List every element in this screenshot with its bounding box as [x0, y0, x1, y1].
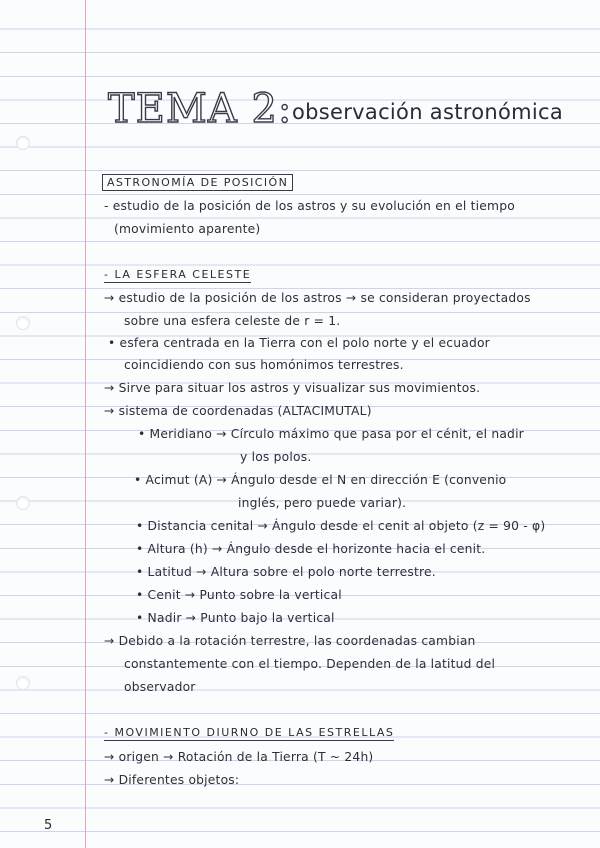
list-item: • Altura (h) → Ángulo desde el horizonte hacia el cenit.	[136, 542, 486, 556]
text-line: → Debido a la rotación terrestre, las coordenadas cambian	[104, 634, 476, 648]
margin-line	[85, 0, 86, 848]
list-item: • Latitud → Altura sobre el polo norte terrestre.	[136, 565, 436, 579]
text-line: • esfera centrada en la Tierra con el polo norte y el ecuador	[108, 336, 490, 350]
text-line: (movimiento aparente)	[114, 222, 261, 236]
text-line: → Sirve para situar los astros y visualizar sus movimientos.	[104, 381, 481, 395]
list-item: • Meridiano → Círculo máximo que pasa por el cénit, el nadir	[138, 427, 524, 441]
binder-hole	[16, 496, 30, 510]
text-line: constantemente con el tiempo. Dependen de la latitud del	[124, 657, 496, 671]
list-item: • Nadir → Punto bajo la vertical	[136, 611, 335, 625]
text-line: - estudio de la posición de los astros y su evolución en el tiempo	[104, 199, 515, 213]
section-heading-astronomia-posicion: ASTRONOMÍA DE POSICIÓN	[102, 174, 293, 191]
binder-hole	[16, 676, 30, 690]
list-item: y los polos.	[240, 450, 312, 464]
section-heading-esfera-celeste: - LA ESFERA CELESTE	[104, 268, 252, 281]
text-line: sobre una esfera celeste de r = 1.	[124, 314, 341, 328]
text-line: observador	[124, 680, 196, 694]
list-item: inglés, pero puede variar).	[238, 496, 407, 510]
page-title: TEMA 2:	[108, 86, 293, 132]
list-item: • Cenit → Punto sobre la vertical	[136, 588, 342, 602]
page-subtitle: observación astronómica	[292, 100, 564, 124]
text-line: → origen → Rotación de la Tierra (T ~ 24h)	[104, 750, 374, 764]
page-number: 5	[44, 818, 53, 833]
text-line: → Diferentes objetos:	[104, 773, 240, 787]
text-line: coincidiendo con sus homónimos terrestres.	[124, 358, 404, 372]
binder-hole	[16, 316, 30, 330]
list-item: • Distancia cenital → Ángulo desde el cenit al objeto (z = 90 - φ)	[136, 519, 546, 533]
text-line: → estudio de la posición de los astros → se consideran proyectados	[104, 291, 531, 305]
section-heading-movimiento-diurno: - MOVIMIENTO DIURNO DE LAS ESTRELLAS	[104, 726, 395, 739]
binder-hole	[16, 136, 30, 150]
list-item: • Acimut (A) → Ángulo desde el N en dirección E (convenio	[134, 473, 507, 487]
text-line: → sistema de coordenadas (ALTACIMUTAL)	[104, 404, 372, 418]
